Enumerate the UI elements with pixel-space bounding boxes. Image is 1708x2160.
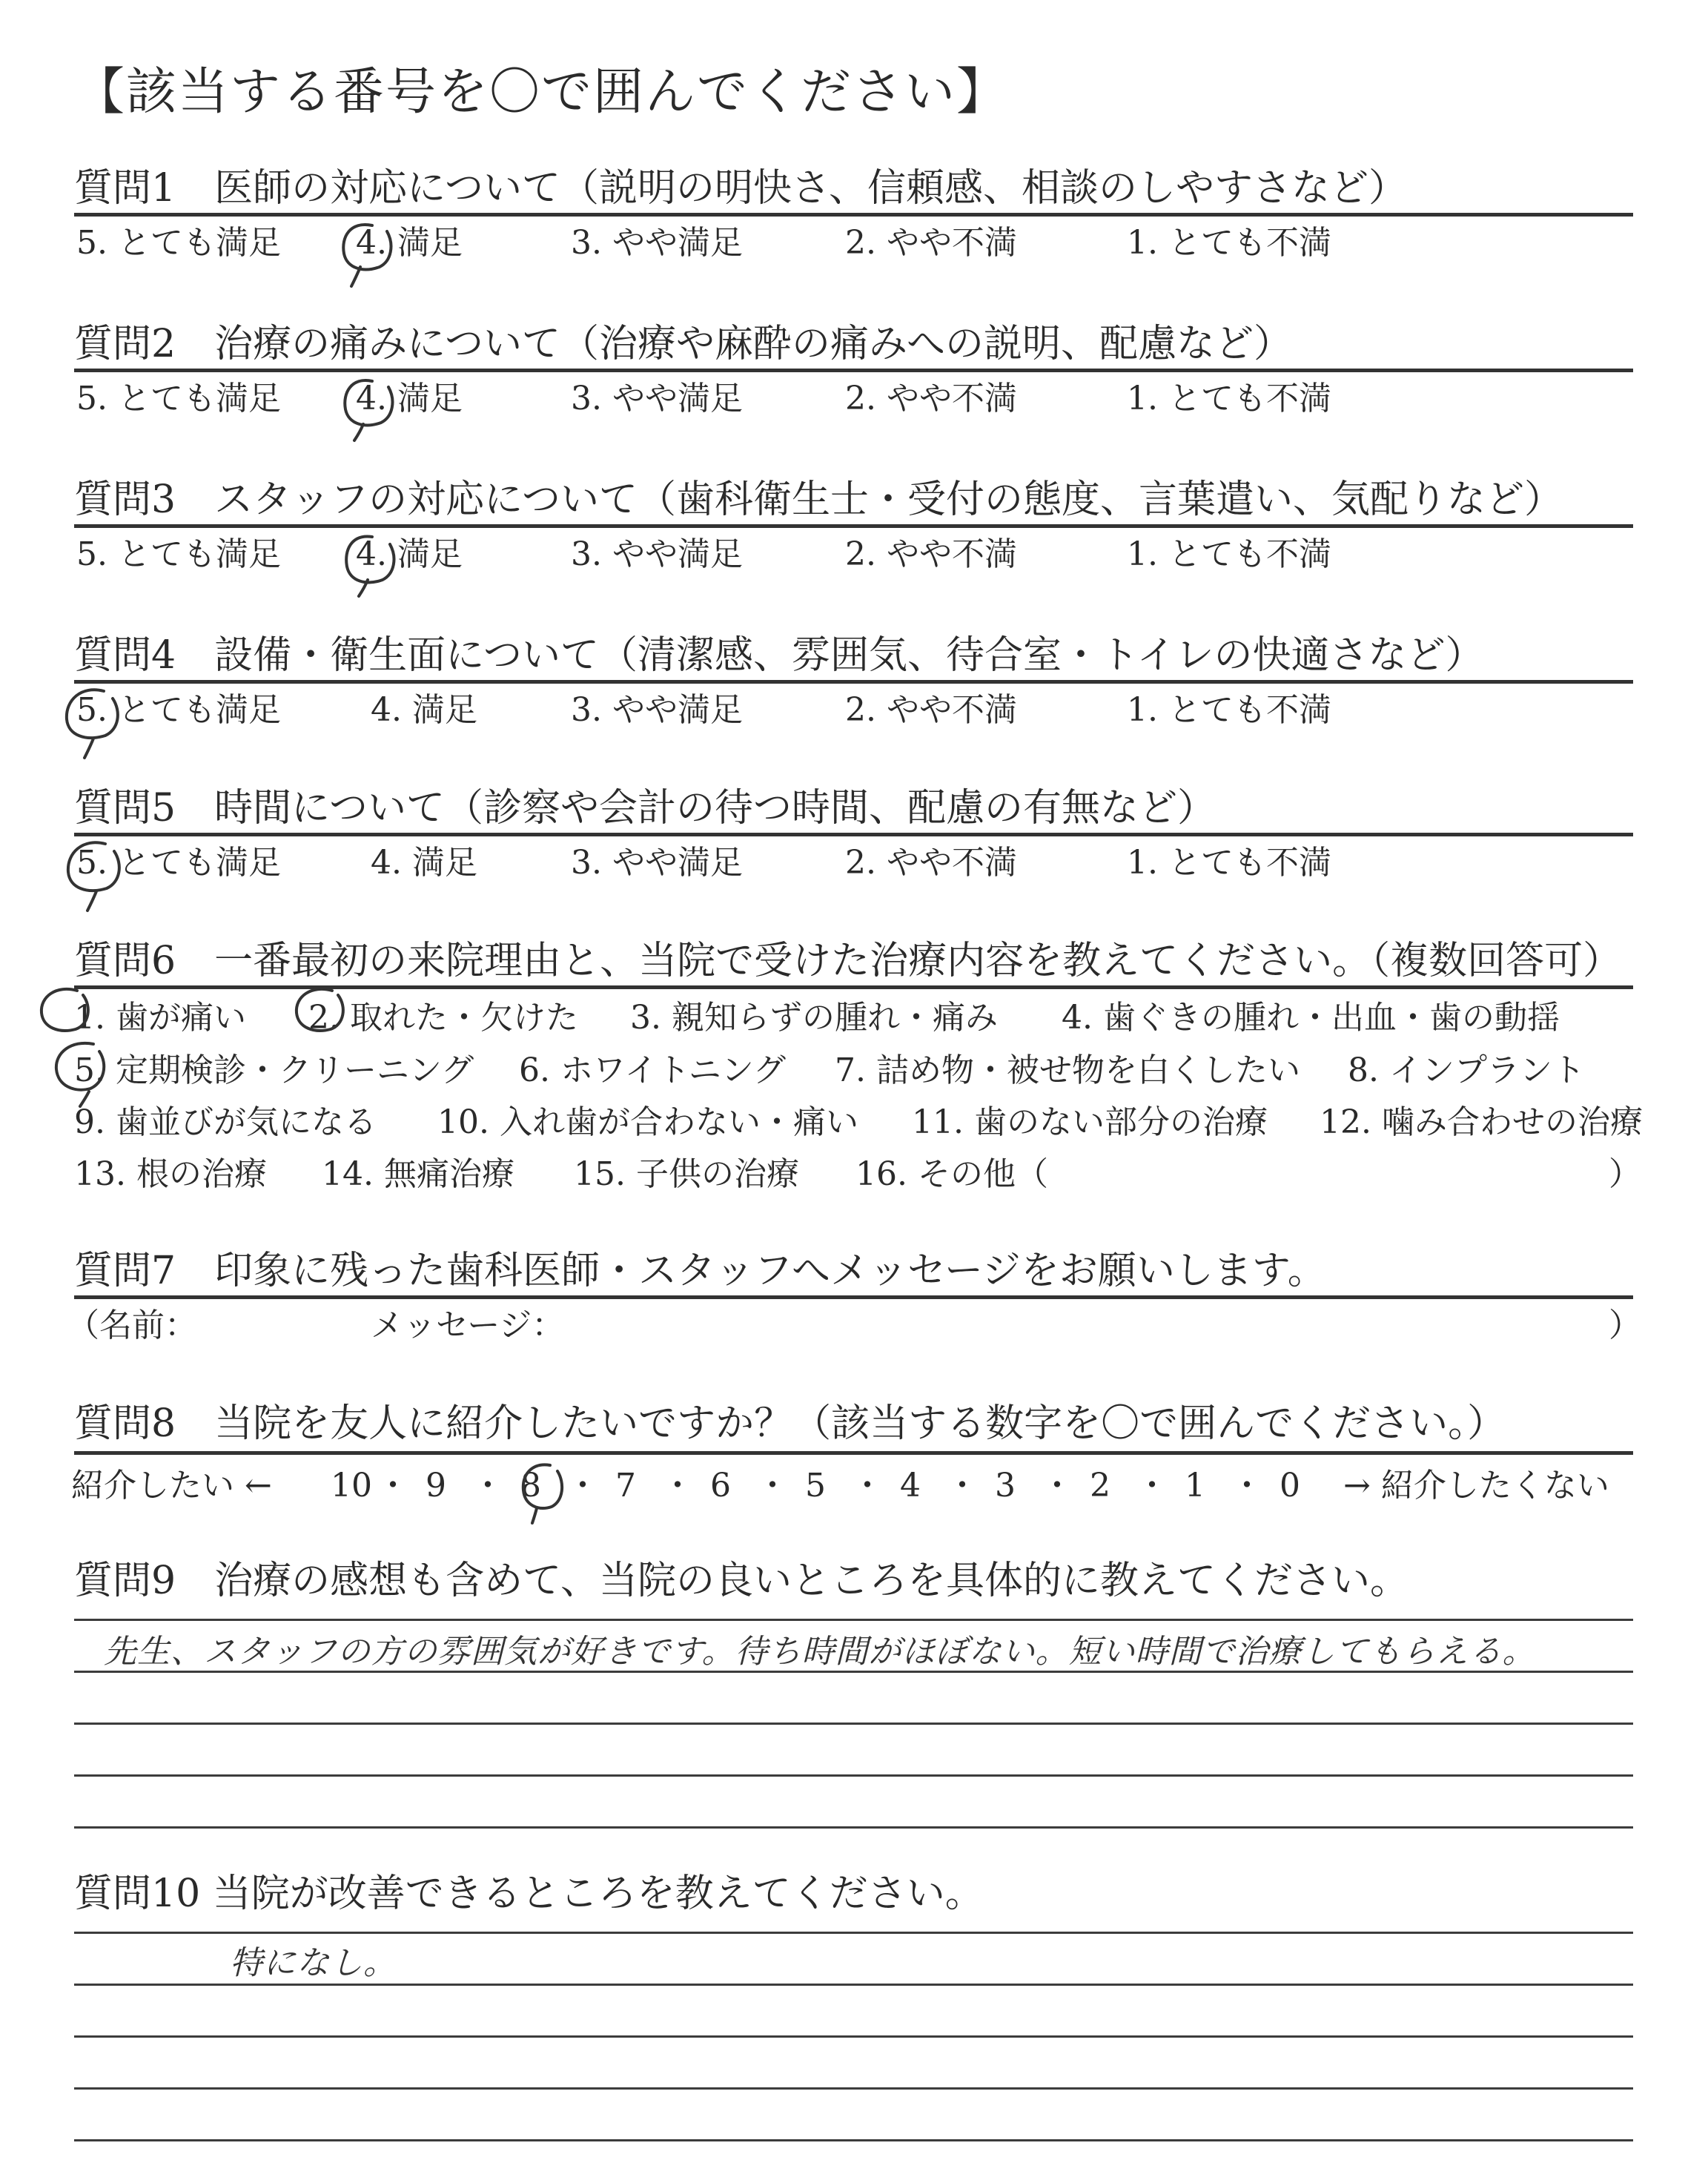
- q6-option-5[interactable]: 5. 定期検診・クリーニング: [74, 1051, 474, 1089]
- q6-title: 質問6 一番最初の来院理由と、当院で受けた治療内容を教えてください。（複数回答可）: [74, 939, 1622, 983]
- q8-scale-4[interactable]: 4: [900, 1467, 921, 1505]
- q8-scale-10[interactable]: 10: [331, 1467, 372, 1505]
- q8-scale-1[interactable]: 1: [1185, 1467, 1205, 1505]
- q1-title: 質問1 医師の対応について（説明の明快さ、信頼感、相談のしやすさなど）: [74, 166, 1407, 211]
- q8-scale-separator: ・: [471, 1467, 504, 1505]
- q9-handwritten-answer: 先生、スタッフの方の雰囲気が好きです。待ち時間がほぼない。短い時間で治療してもらえる。: [104, 1633, 1536, 1671]
- q8-scale-5[interactable]: 5: [805, 1467, 826, 1505]
- q10-line-5: [74, 2139, 1633, 2141]
- q6-other-close: ）: [1609, 1155, 1641, 1193]
- q1-rule: [74, 213, 1633, 217]
- q4-option-5[interactable]: 5. とても満足: [76, 691, 281, 729]
- q6-option-16[interactable]: 16. その他（: [855, 1155, 1048, 1193]
- q2-option-5[interactable]: 5. とても満足: [76, 380, 281, 417]
- q1-option-3[interactable]: 3. やや満足: [571, 224, 743, 262]
- q5-selected-circle: [53, 833, 135, 915]
- q8-scale-9[interactable]: 9: [426, 1467, 446, 1505]
- q6-option-10[interactable]: 10. 入れ歯が合わない・痛い: [437, 1103, 858, 1141]
- q10-line-3: [74, 2035, 1633, 2038]
- q3-option-2[interactable]: 2. やや不満: [845, 535, 1017, 573]
- q6-option-15[interactable]: 15. 子供の治療: [574, 1155, 799, 1193]
- q4-option-2[interactable]: 2. やや不満: [845, 691, 1017, 729]
- q6-option-3[interactable]: 3. 親知らずの腫れ・痛み: [630, 999, 998, 1037]
- q6-option-8[interactable]: 8. インプラント: [1348, 1051, 1585, 1089]
- q6-option-4[interactable]: 4. 歯ぐきの腫れ・出血・歯の動揺: [1062, 999, 1560, 1037]
- q7-close: ）: [1609, 1307, 1641, 1344]
- q8-scale-6[interactable]: 6: [710, 1467, 731, 1505]
- q6-selected-circle-2: [283, 980, 357, 1047]
- q10-line-4: [74, 2087, 1633, 2090]
- q3-rule: [74, 524, 1633, 528]
- q6-option-2[interactable]: 2. 取れた・欠けた: [308, 999, 578, 1037]
- q7-title: 質問7 印象に残った歯科医師・スタッフへメッセージをお願いします。: [74, 1249, 1326, 1293]
- q3-selected-circle: [331, 528, 412, 602]
- q5-option-4[interactable]: 4. 満足: [371, 844, 477, 882]
- q2-option-2[interactable]: 2. やや不満: [845, 380, 1017, 417]
- q8-scale-separator: ・: [1136, 1467, 1168, 1505]
- q3-option-4[interactable]: 4. 満足: [356, 535, 463, 573]
- q9-line-4: [74, 1774, 1633, 1777]
- q6-option-9[interactable]: 9. 歯並びが気になる: [74, 1103, 377, 1141]
- q8-scale-separator: ・: [946, 1467, 979, 1505]
- q10-line-1: [74, 1932, 1633, 1934]
- q8-scale-separator: ・: [566, 1467, 599, 1505]
- q1-selected-circle: [328, 215, 409, 289]
- q6-option-12[interactable]: 12. 噛み合わせの治療: [1320, 1103, 1643, 1141]
- q1-option-4[interactable]: 4. 満足: [356, 224, 463, 262]
- q8-left-label: 紹介したい ←: [71, 1467, 272, 1505]
- q8-rule: [74, 1451, 1633, 1455]
- q8-scale-separator: ・: [851, 1467, 884, 1505]
- q10-handwritten-answer: 特になし。: [230, 1944, 397, 1982]
- q3-option-3[interactable]: 3. やや満足: [571, 535, 743, 573]
- q5-rule: [74, 833, 1633, 836]
- q3-option-5[interactable]: 5. とても満足: [76, 535, 281, 573]
- q9-line-1: [74, 1619, 1633, 1621]
- q7-name-label: （名前：: [67, 1307, 197, 1344]
- page-heading: 【該当する番号を〇で囲んでください】: [74, 63, 1009, 122]
- q7-rule: [74, 1295, 1633, 1299]
- q6-selected-circle-5: [44, 1037, 119, 1111]
- q5-title: 質問5 時間について（診察や会計の待つ時間、配慮の有無など）: [74, 786, 1217, 830]
- q8-right-label: → 紹介したくない: [1343, 1467, 1609, 1505]
- q1-option-1[interactable]: 1. とても不満: [1127, 224, 1331, 262]
- q7-message-label: メッセージ：: [371, 1307, 565, 1344]
- q6-option-1[interactable]: 1. 歯が痛い: [74, 999, 246, 1037]
- q8-scale-separator: ・: [661, 1467, 694, 1505]
- q8-scale-separator: ・: [377, 1467, 409, 1505]
- q2-option-4[interactable]: 4. 満足: [356, 380, 463, 417]
- q6-option-11[interactable]: 11. 歯のない部分の治療: [912, 1103, 1268, 1141]
- q4-option-3[interactable]: 3. やや満足: [571, 691, 743, 729]
- q8-scale-separator: ・: [756, 1467, 789, 1505]
- q9-line-5: [74, 1826, 1633, 1829]
- q6-option-14[interactable]: 14. 無痛治療: [322, 1155, 514, 1193]
- q5-option-2[interactable]: 2. やや不満: [845, 844, 1017, 882]
- q4-rule: [74, 680, 1633, 684]
- q4-option-1[interactable]: 1. とても不満: [1127, 691, 1331, 729]
- q8-selected-circle: [514, 1459, 574, 1526]
- q6-option-13[interactable]: 13. 根の治療: [74, 1155, 267, 1193]
- q2-selected-circle: [329, 371, 411, 445]
- q5-option-3[interactable]: 3. やや満足: [571, 844, 743, 882]
- q3-option-1[interactable]: 1. とても不満: [1127, 535, 1331, 573]
- q2-option-3[interactable]: 3. やや満足: [571, 380, 743, 417]
- q9-line-2: [74, 1671, 1633, 1673]
- q5-option-5[interactable]: 5. とても満足: [76, 844, 281, 882]
- q8-scale-0[interactable]: 0: [1280, 1467, 1300, 1505]
- q9-title: 質問9 治療の感想も含めて、当院の良いところを具体的に教えてください。: [74, 1559, 1409, 1603]
- q10-line-2: [74, 1984, 1633, 1986]
- q4-selected-circle: [52, 681, 133, 762]
- q10-title: 質問10 当院が改善できるところを教えてください。: [74, 1872, 984, 1916]
- q6-option-7[interactable]: 7. 詰め物・被せ物を白くしたい: [835, 1051, 1300, 1089]
- q8-scale-8[interactable]: 8: [520, 1467, 541, 1505]
- q5-option-1[interactable]: 1. とても不満: [1127, 844, 1331, 882]
- q1-option-5[interactable]: 5. とても満足: [76, 224, 281, 262]
- q6-option-6[interactable]: 6. ホワイトニング: [519, 1051, 787, 1089]
- q8-scale-7[interactable]: 7: [615, 1467, 636, 1505]
- q8-scale-separator: ・: [1041, 1467, 1073, 1505]
- q8-scale-separator: ・: [1231, 1467, 1263, 1505]
- q9-line-3: [74, 1723, 1633, 1725]
- q2-option-1[interactable]: 1. とても不満: [1127, 380, 1331, 417]
- q3-title: 質問3 スタッフの対応について（歯科衛生士・受付の態度、言葉遣い、気配りなど）: [74, 478, 1563, 522]
- q2-title: 質問2 治療の痛みについて（治療や麻酔の痛みへの説明、配慮など）: [74, 322, 1293, 366]
- q1-option-2[interactable]: 2. やや不満: [845, 224, 1017, 262]
- q2-rule: [74, 369, 1633, 372]
- q4-title: 質問4 設備・衛生面について（清潔感、雰囲気、待合室・トイレの快適さなど）: [74, 633, 1484, 678]
- q8-scale-2[interactable]: 2: [1090, 1467, 1110, 1505]
- q8-title: 質問8 当院を友人に紹介したいですか？（該当する数字を〇で囲んでください。）: [74, 1401, 1506, 1446]
- q4-option-4[interactable]: 4. 満足: [371, 691, 477, 729]
- q8-scale-3[interactable]: 3: [995, 1467, 1016, 1505]
